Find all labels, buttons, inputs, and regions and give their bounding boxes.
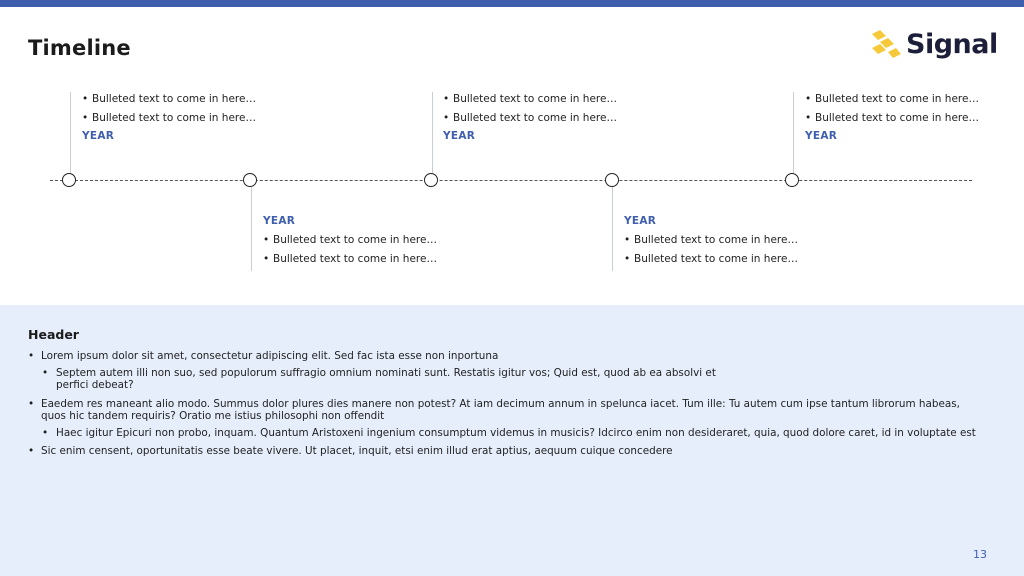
- timeline-bullet: • Bulleted text to come in here…: [805, 92, 979, 111]
- timeline-year: YEAR: [624, 215, 657, 227]
- timeline-year: YEAR: [443, 130, 476, 142]
- content-sub-bullet: • Septem autem illi non suo, sed populorum suffragio omnium nominati sunt. Restatis igitur vos; Quid est, quod ab ea absolvi et perfici debeat?: [42, 367, 736, 392]
- brand-name: Signal: [906, 28, 998, 60]
- timeline-bullet: • Bulleted text to come in here…: [624, 233, 798, 252]
- timeline-bullet: • Bulleted text to come in here…: [443, 111, 617, 130]
- signal-logo-icon: [870, 28, 902, 60]
- timeline-item-bottom: [263, 215, 437, 271]
- connector-line: [251, 187, 252, 271]
- brand-logo: [870, 24, 998, 64]
- content-bullet: • Lorem ipsum dolor sit amet, consectetur adipiscing elit. Sed fac ista esse non inportuna: [28, 350, 994, 363]
- timeline-bullet: • Bulleted text to come in here…: [263, 233, 437, 252]
- content-sub-bullet: • Haec igitur Epicuri non probo, inquam. Quantum Aristoxeni ingenium consumptum videmus in musicis? Idcirco enim non desideraret, quia, quod dolore caret, id in voluptate est: [42, 427, 994, 440]
- connector-line: [612, 187, 613, 271]
- timeline-item-bottom: [624, 215, 798, 271]
- timeline-axis: [50, 180, 972, 181]
- timeline-bullet: • Bulleted text to come in here…: [443, 92, 617, 111]
- content-bullet: • Eaedem res maneant alio modo. Summus dolor plures dies manere non potest? At iam decimum annum in spelunca iacet. Tum ille: Tu autem cum ipse tantum librorum habeas, quos hic tandem requiris? Oratio me istius philosophi non offendit: [28, 398, 961, 423]
- timeline-item-top: [82, 92, 256, 142]
- timeline-node: [785, 173, 799, 187]
- timeline-bullet: • Bulleted text to come in here…: [82, 111, 256, 130]
- timeline-year: YEAR: [263, 215, 296, 227]
- content-bullet: • Sic enim censent, oportunitatis esse beate vivere. Ut placet, inquit, etsi enim illud erat aptius, aequum cuique concedere: [28, 445, 994, 458]
- timeline-bullet: • Bulleted text to come in here…: [805, 111, 979, 130]
- timeline-node: [62, 173, 76, 187]
- timeline-node: [243, 173, 257, 187]
- timeline-item-top: [805, 92, 979, 142]
- connector-line: [793, 92, 794, 174]
- timeline-item-top: [443, 92, 617, 142]
- content-bullet-list: [28, 350, 994, 464]
- timeline-bullet: • Bulleted text to come in here…: [624, 252, 798, 271]
- page-number: 13: [973, 548, 987, 561]
- timeline-bullet: • Bulleted text to come in here…: [263, 252, 437, 271]
- timeline-year: YEAR: [82, 130, 115, 142]
- timeline-bullet: • Bulleted text to come in here…: [82, 92, 256, 111]
- timeline-node: [605, 173, 619, 187]
- slide-title: Timeline: [28, 36, 131, 60]
- content-header: Header: [28, 327, 79, 342]
- connector-line: [432, 92, 433, 174]
- timeline-year: YEAR: [805, 130, 838, 142]
- top-accent-bar: [0, 0, 1024, 7]
- timeline-node: [424, 173, 438, 187]
- connector-line: [70, 92, 71, 174]
